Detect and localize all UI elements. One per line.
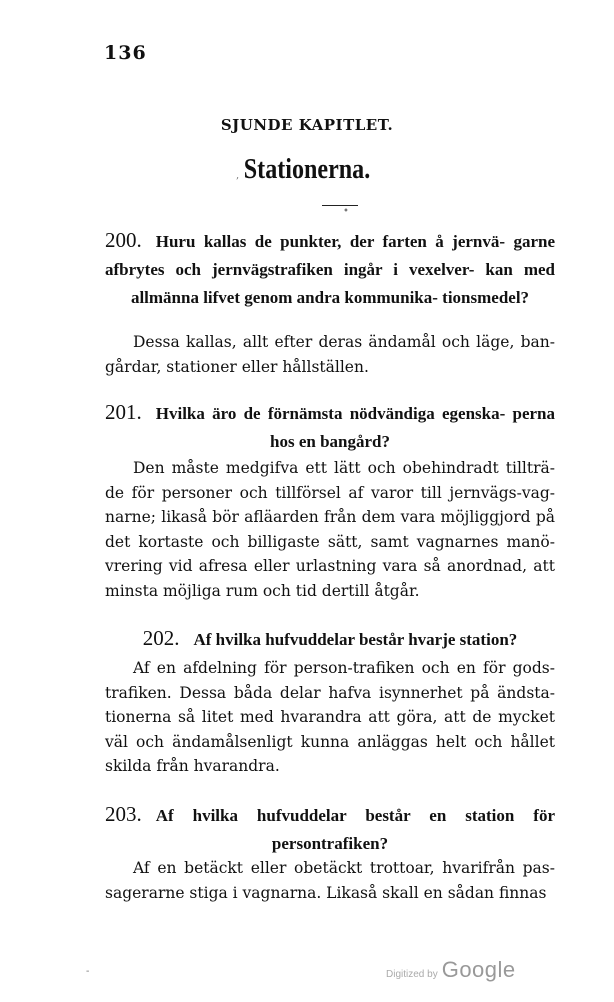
page-title: Stationerna. bbox=[243, 154, 371, 185]
question-203 bbox=[105, 800, 555, 858]
chapter-heading: SJUNDE KAPITLET. bbox=[220, 116, 394, 134]
question-201 bbox=[105, 398, 555, 456]
answer-202: Af en afdelning för person-trafiken och en för gods- trafiken. Dessa båda delar hafva isynnerhet på ändsta- tionerna så litet med hvarandra att göra, att de mycket väl och ändamålsenligt kunna anläggas helt och hållet skilda från hvarandra. bbox=[105, 659, 555, 775]
page-number: 136 bbox=[104, 42, 147, 64]
google-logo: Google bbox=[441, 957, 516, 982]
answer-203: Af en betäckt eller obetäckt trottoar, hvarifrån pas- sagerarne stiga i vagnarna. Likaså skall en sådan finnas bbox=[105, 859, 555, 902]
divider bbox=[322, 205, 358, 206]
question-200 bbox=[105, 226, 555, 312]
print-speck: • bbox=[343, 206, 349, 217]
digitization-footer bbox=[386, 957, 516, 983]
question-text: Af hvilka hufvuddelar består en station för persontrafiken? bbox=[155, 806, 555, 853]
section-number: 203. bbox=[105, 802, 142, 826]
section-number: 202. bbox=[142, 626, 180, 650]
answer-201: Den måste medgifva ett lätt och obehindradt tillträ- de för personer och tillförsel af varor till jernvägs-vag- narne; likaså bör afläarden från dem vara möjliggjord på det kortaste och billigaste sätt, samt vagnarnes manö- vrering vid afresa eller urlastning vara så anordnad, att minsta möjliga rum och tid dertill åtgår. bbox=[105, 459, 555, 600]
digitized-by-text: Digitized by bbox=[386, 969, 438, 980]
question-text: Af hvilka hufvuddelar består hvarje station? bbox=[193, 630, 518, 649]
question-202 bbox=[105, 624, 555, 654]
section-number: 200. bbox=[105, 228, 142, 252]
answer-200: Dessa kallas, allt efter deras ändamål och läge, ban- gårdar, stationer eller hållställen. bbox=[105, 333, 555, 376]
question-text: Huru kallas de punkter, der farten å jernvä- garne afbrytes och jernvägstrafiken ingår i vexelver- kan med allmänna lifvet genom andra kommunika- tionsmedel? bbox=[105, 232, 555, 307]
print-speck: - bbox=[86, 966, 90, 977]
section-number: 201. bbox=[105, 400, 142, 424]
question-text: Hvilka äro de förnämsta nödvändiga egenska- perna hos en bangård? bbox=[155, 404, 555, 451]
print-speck: , bbox=[236, 170, 240, 181]
